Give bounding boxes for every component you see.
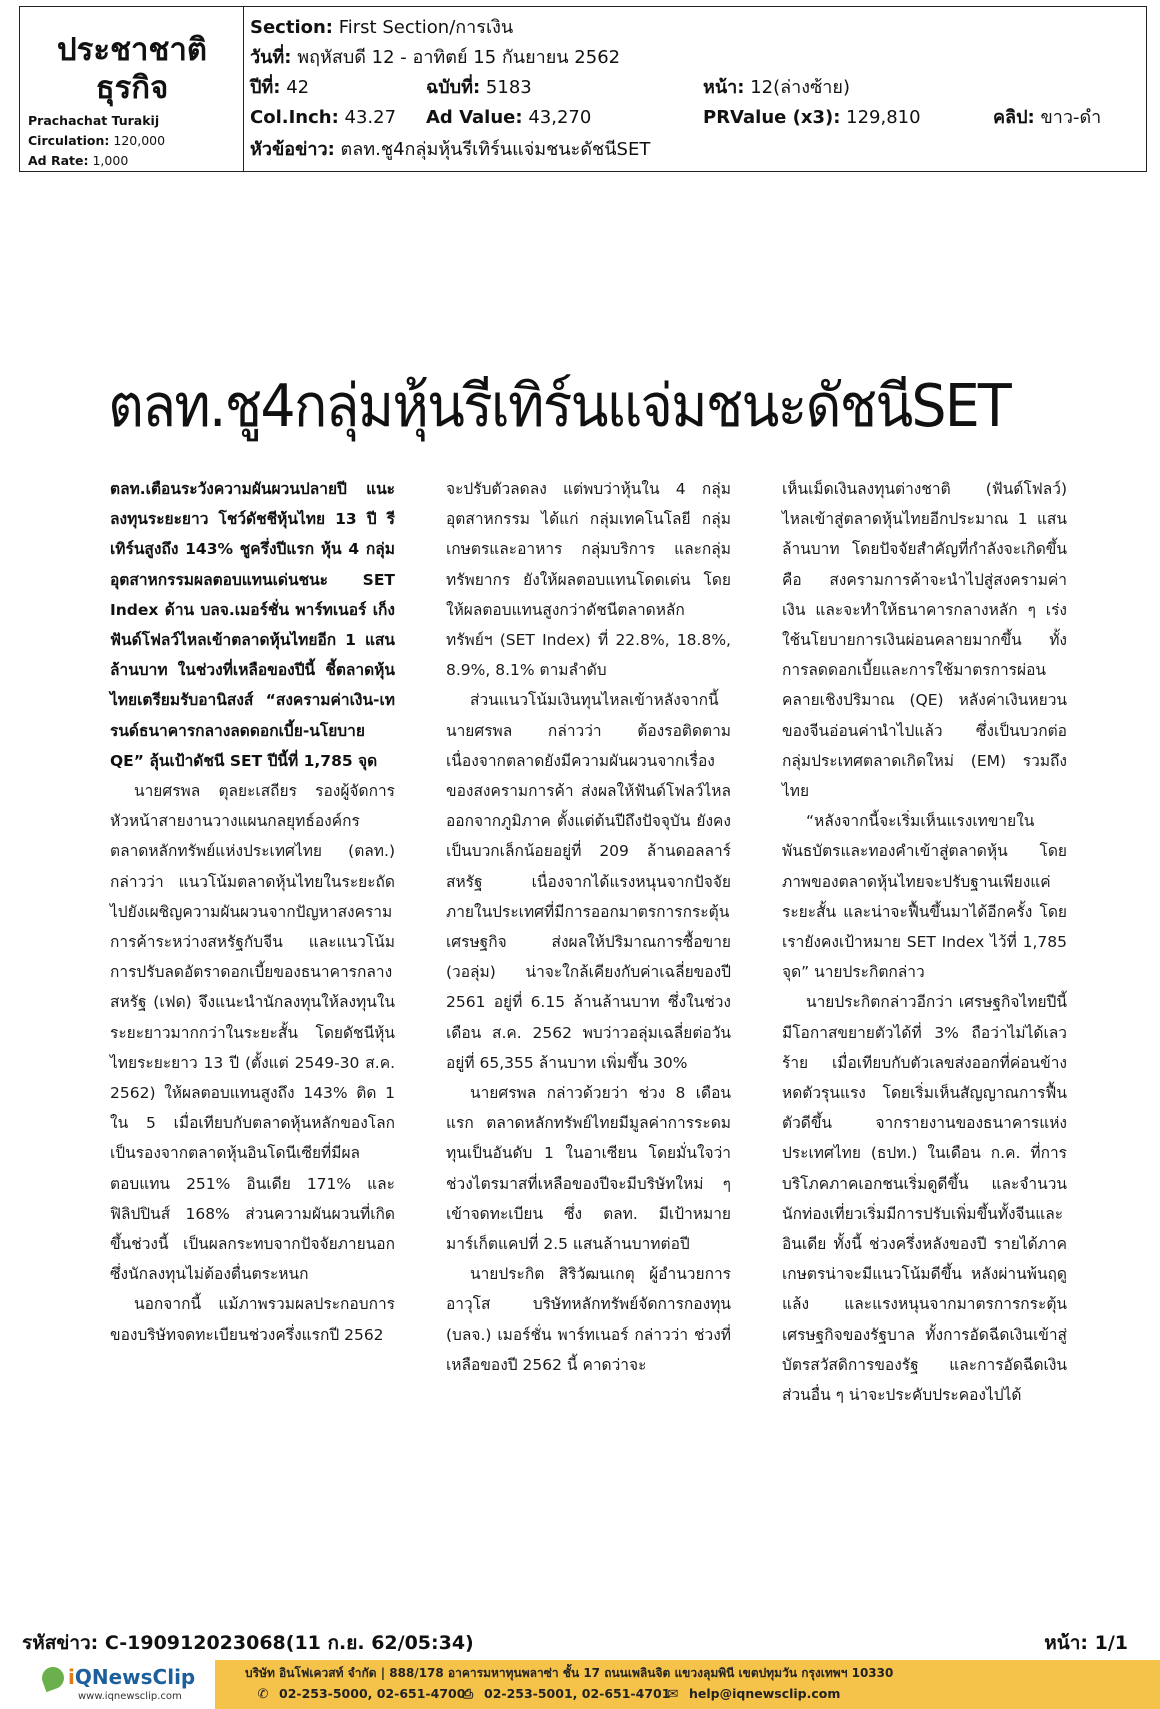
colinch-label: Col.Inch:: [250, 107, 339, 128]
clip-header: [19, 6, 1147, 172]
clip-cell: [993, 105, 1101, 131]
article-paragraph: จะปรับตัวลดลง แต่พบว่าหุ้นใน 4 กลุ่มอุตสาหกรรม ได้แก่ กลุ่มเทคโนโลยี กลุ่มเกษตรและอาหาร กลุ่มบริการ และกลุ่มทรัพยากร ยังให้ผลตอบแทนโดดเด่น โดยให้ผลตอบแทนสูงกว่าดัชนีตลาดหลักทรัพย์ฯ (SET Index) ที่ 22.8%, 18.8%, 8.9%, 8.1% ตามลำดับ: [446, 480, 731, 680]
section-value: First Section/การเงิน: [338, 17, 514, 38]
article-paragraph: นายประกิต สิริวัฒนเกตุ ผู้อำนวยการอาวุโส บริษัทหลักทรัพย์จัดการกองทุน (บลจ.) เมอร์ชั่น พาร์ทเนอร์ กล่าวว่า ช่วงที่เหลือของปี 2562 นี้ คาดว่าจะ: [446, 1265, 731, 1374]
prvalue-label: PRValue (x3):: [703, 107, 841, 128]
clip-metadata: [250, 7, 1146, 171]
circulation-label: Circulation:: [28, 133, 110, 148]
article-column-3: [782, 474, 1067, 1410]
footer-contact-strip: [215, 1660, 1160, 1709]
issue-cell: [426, 75, 532, 101]
year-label: ปีที่:: [250, 77, 281, 98]
date-value: พฤหัสบดี 12 - อาทิตย์ 15 กันยายน 2562: [297, 47, 621, 68]
ad-rate-value: 1,000: [92, 153, 129, 168]
page-label: หน้า:: [703, 77, 745, 98]
email-address: help@iqnewsclip.com: [689, 1686, 841, 1701]
article-paragraph: นายศรพล ตุลยะเสถียร รองผู้จัดการหัวหน้าสายงานวางแผนกลยุทธ์องค์กร ตลาดหลักทรัพย์แห่งประเทศไทย (ตลท.) กล่าวว่า แนวโน้มตลาดหุ้นไทยในระยะถัดไปยังเผชิญความผันผวนจากปัญหาสงครามการค้าระหว่างสหรัฐกับจีน และแนวโน้มการปรับลดอัตราดอกเบี้ยของธนาคารกลางสหรัฐ (เฟด) จึงแนะนำนักลงทุนให้ลงทุนในระยะยาวมากกว่าในระยะสั้น โดยดัชนีหุ้นไทยระยะยาว 13 ปี (ตั้งแต่ 2549-30 ส.ค. 2562) ให้ผลตอบแทนสูงถึง 143% ติด 1 ใน 5 เมื่อเทียบกับตลาดหุ้นหลักของโลก เป็นรองจากตลาดหุ้นอินโดนีเซียที่มีผลตอบแทน 251% อินเดีย 171% และฟิลิปปินส์ 168% ส่วนความผันผวนที่เกิดขึ้นช่วงนี้ เป็นผลกระทบจากปัจจัยภายนอก ซึ่งนักลงทุนไม่ต้องตื่นตระหนก: [110, 782, 395, 1284]
date-label: วันที่:: [250, 47, 292, 68]
advalue-value: 43,270: [528, 107, 592, 128]
article-paragraph: นายศรพล กล่าวด้วยว่า ช่วง 8 เดือนแรก ตลาดหลักทรัพย์ไทยมีมูลค่าการระดมทุนเป็นอันดับ 1 ในอาเซียน โดยมั่นใจว่าช่วงไตรมาสที่เหลือของปีจะมีบริษัทใหม่ ๆ เข้าจดทะเบียน ซึ่ง ตลท. มีเป้าหมายมาร์เก็ตแคปที่ 2.5 แสนล้านบาทต่อปี: [446, 1084, 731, 1254]
prvalue-value: 129,810: [846, 107, 921, 128]
colinch-cell: [250, 105, 396, 131]
circulation-value: 120,000: [113, 133, 166, 148]
company-address: บริษัท อินโฟเควสท์ จำกัด | 888/178 อาคารมหาทุนพลาซ่า ชั้น 17 ถนนเพลินจิต แขวงลุมพินี เขตปทุมวัน กรุงเทพฯ 10330: [245, 1666, 894, 1680]
issue-label: ฉบับที่:: [426, 77, 481, 98]
issue-row: [250, 75, 1130, 101]
article-headline: ตลท.ชู4กลุ่มหุ้นรีเทิร์นแจ่มชนะดัชนีSET: [108, 371, 1010, 440]
phone-contact: [255, 1686, 465, 1702]
page-cell: [703, 75, 850, 101]
article-column-2: [446, 474, 731, 1380]
value-row: [250, 105, 1140, 131]
headline-label: หัวข้อข่าว:: [250, 139, 335, 160]
section-label: Section:: [250, 17, 333, 38]
date-row: [250, 45, 620, 71]
ad-rate-label: Ad Rate:: [28, 153, 89, 168]
publication-name-line2: ธุรกิจ: [95, 70, 169, 106]
fax-contact: [460, 1686, 670, 1702]
logo-wordmark: iQNewsClip: [68, 1665, 196, 1689]
article-lead: ตลท.เตือนระวังความผันผวนปลายปี แนะลงทุนระยะยาว โชว์ดัชชีหุ้นไทย 13 ปี รีเทิร์นสูงถึง 143% ชูครึ่งปีแรก หุ้น 4 กลุ่มอุตสาหกรรมผลตอบแทนเด่นชนะ SET Index ด้าน บลจ.เมอร์ชั่น พาร์ทเนอร์ เก็งฟันด์โฟลว์ไหลเข้าตลาดหุ้นไทยอีก 1 แสนล้านบาท ในช่วงที่เหลือของปีนี้ ชี้ตลาดหุ้นไทยเตรียมรับอานิสงส์ “สงครามค่าเงิน-เทรนด์ธนาคารกลางลดดอกเบี้ย-นโยบาย QE” ลุ้นเป้าดัชนี SET ปีนี้ที่ 1,785 จุด: [110, 480, 395, 770]
page-value: 12(ล่างซ้าย): [750, 77, 850, 98]
year-cell: [250, 75, 309, 101]
iqnewsclip-logo: [38, 1665, 213, 1709]
fax-icon: ⎙: [462, 1687, 474, 1702]
logo-url: www.iqnewsclip.com: [78, 1691, 182, 1702]
clip-value: ขาว-ดำ: [1040, 107, 1102, 128]
email-contact: [665, 1686, 840, 1702]
year-value: 42: [286, 77, 310, 98]
publication-box: [20, 7, 244, 171]
article-paragraph: นายประกิตกล่าวอีกว่า เศรษฐกิจไทยปีนี้มีโอกาสขยายตัวได้ที่ 3% ถือว่าไม่ได้เลวร้าย เมื่อเทียบกับตัวเลขส่งออกที่ค่อนข้างหดตัวรุนแรง โดยเริ่มเห็นสัญญาณการฟื้นตัวดีขึ้น จากรายงานของธนาคารแห่งประเทศไทย (ธปท.) ในเดือน ก.ค. ที่การบริโภคภาคเอกชนเริ่มดูดีขึ้น และจำนวนนักท่องเที่ยวเริ่มมีการปรับเพิ่มขึ้นทั้งจีนและอินเดีย ทั้งนี้ ช่วงครึ่งหลังของปี รายได้ภาคเกษตรน่าจะมีแนวโน้มดีขึ้น หลังผ่านพ้นฤดูแล้ง และแรงหนุนจากมาตรการกระตุ้นเศรษฐกิจของรัฐบาล ทั้งการอัดฉีดเงินเข้าสู่บัตรสวัสดิการของรัฐ และการอัดฉีดเงินส่วนอื่น ๆ น่าจะประคับประคองไปได้: [782, 993, 1067, 1405]
article-paragraph: “หลังจากนี้จะเริ่มเห็นแรงเทขายในพันธบัตรและทองคำเข้าสู่ตลาดหุ้น โดยภาพของตลาดหุ้นไทยจะปรับฐานเพียงแค่ระยะสั้น และน่าจะฟื้นขึ้นมาได้อีกครั้ง โดยเรายังคงเป้าหมาย SET Index ไว้ที่ 1,785 จุด” นายประกิตกล่าว: [782, 812, 1067, 982]
fax-numbers: 02-253-5001, 02-651-4701: [484, 1686, 671, 1701]
page-indicator: หน้า: 1/1: [1044, 1632, 1128, 1654]
headline-row: [250, 137, 650, 163]
clip-label: คลิป:: [993, 107, 1035, 128]
ad-rate: [28, 153, 128, 169]
email-icon: ✉: [667, 1687, 679, 1702]
article-paragraph: ส่วนแนวโน้มเงินทุนไหลเข้าหลังจากนี้ นายศรพล กล่าวว่า ต้องรอติดตาม เนื่องจากตลาดยังมีความผันผวนจากเรื่องของสงครามการค้า ส่งผลให้ฟันด์โฟลว์ไหลออกจากภูมิภาค ตั้งแต่ต้นปีถึงปัจจุบัน ยังคงเป็นบวกเล็กน้อยอยู่ที่ 209 ล้านดอลลาร์สหรัฐ เนื่องจากได้แรงหนุนจากปัจจัยภายในประเทศที่มีการออกมาตรการกระตุ้นเศรษฐกิจ ส่งผลให้ปริมาณการซื้อขาย (วอลุ่ม) น่าจะใกล้เคียงกับค่าเฉลี่ยของปี 2561 อยู่ที่ 6.15 ล้านล้านบาท ซึ่งในช่วงเดือน ส.ค. 2562 พบว่าวอลุ่มเฉลี่ยต่อวันอยู่ที่ 65,355 ล้านบาท เพิ่มขึ้น 30%: [446, 691, 731, 1072]
headline-value: ตลท.ชู4กลุ่มหุ้นรีเทิร์นแจ่มชนะดัชนีSET: [340, 139, 651, 160]
section-row: [250, 15, 513, 41]
publication-english-name: Prachachat Turakij: [28, 113, 160, 128]
leaf-icon: [39, 1664, 67, 1692]
publication-name-line1: ประชาชาติ: [56, 32, 207, 68]
phone-numbers: 02-253-5000, 02-651-4700: [279, 1686, 466, 1701]
article-paragraph: นอกจากนี้ แม้ภาพรวมผลประกอบการของบริษัทจดทะเบียนช่วงครึ่งแรกปี 2562: [110, 1295, 395, 1344]
prvalue-cell: [703, 105, 921, 131]
phone-icon: ✆: [257, 1687, 269, 1702]
colinch-value: 43.27: [344, 107, 397, 128]
advalue-label: Ad Value:: [426, 107, 523, 128]
news-code: รหัสข่าว: C-190912023068(11 ก.ย. 62/05:34): [22, 1632, 474, 1654]
issue-value: 5183: [485, 77, 532, 98]
advalue-cell: [426, 105, 591, 131]
article-paragraph: เห็นเม็ดเงินลงทุนต่างชาติ (ฟันด์โฟลว์) ไหลเข้าสู่ตลาดหุ้นไทยอีกประมาณ 1 แสนล้านบาท โดยปัจจัยสำคัญที่กำลังจะเกิดขึ้น คือ สงครามการค้าจะนำไปสู่สงครามค่าเงิน และจะทำให้ธนาคารกลางหลัก ๆ เร่งใช้นโยบายการเงินผ่อนคลายมากขึ้น ทั้งการลดดอกเบี้ยและการใช้มาตรการผ่อนคลายเชิงปริมาณ (QE) หลังค่าเงินหยวนของจีนอ่อนค่านำไปแล้ว ซึ่งเป็นบวกต่อกลุ่มประเทศตลาดเกิดใหม่ (EM) รวมถึงไทย: [782, 480, 1067, 801]
circulation: [28, 133, 165, 149]
article-column-1: [110, 474, 395, 1350]
